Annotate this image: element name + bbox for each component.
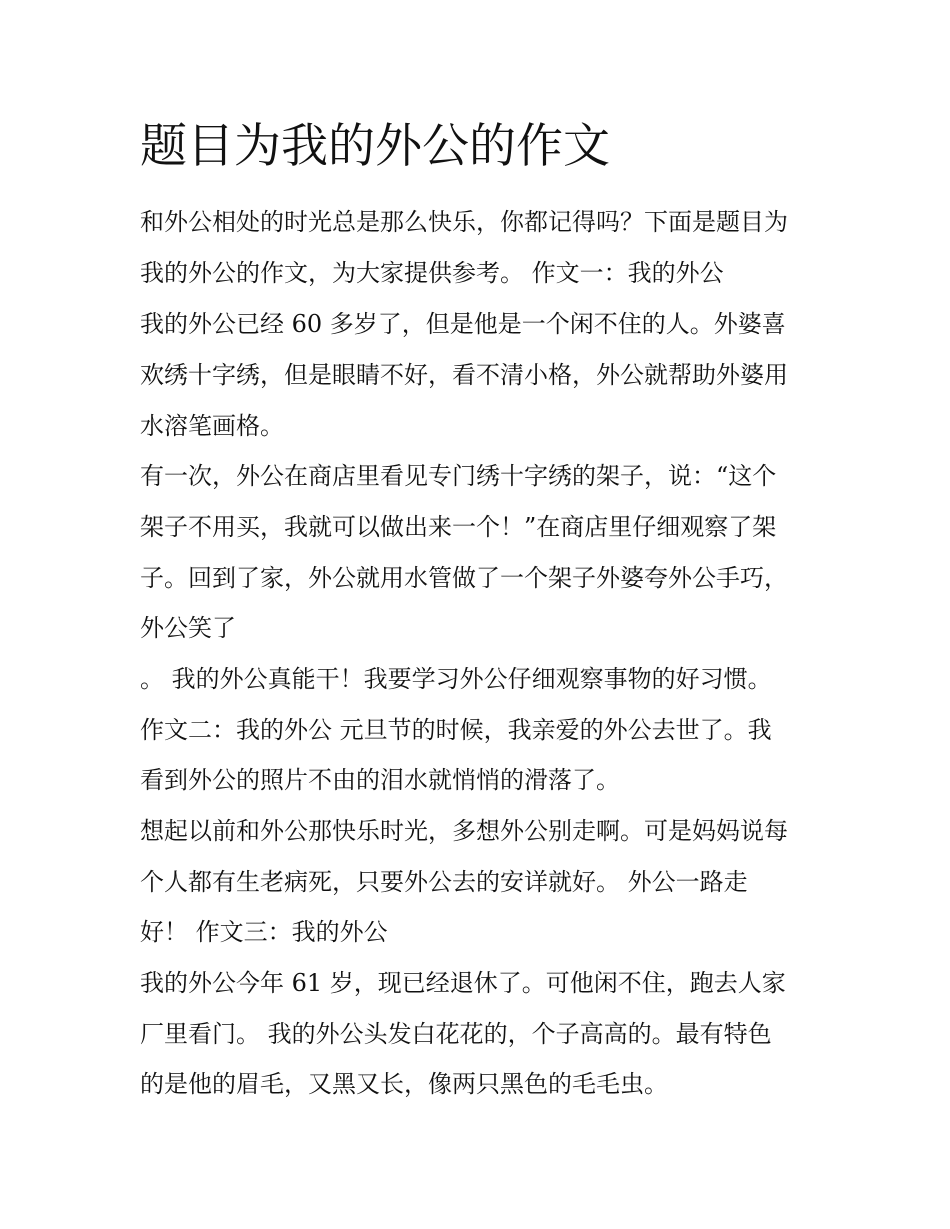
body-line: 作文二：我的外公 元旦节的时候，我亲爱的外公去世了。我 — [140, 716, 772, 744]
body-line: 个人都有生老病死，只要外公去的安详就好。 外公一路走 — [140, 868, 748, 896]
body-line: 外公笑了 — [140, 614, 236, 642]
body-line: 欢绣十字绣，但是眼睛不好，看不清小格，外公就帮助外婆用 — [140, 361, 788, 389]
body-line: 好！ 作文三：我的外公 — [140, 918, 388, 946]
body-line: 子。回到了家，外公就用水管做了一个架子外婆夸外公手巧， — [140, 564, 788, 592]
body-line: 。 我的外公真能干！我要学习外公仔细观察事物的好习惯。 — [140, 665, 772, 693]
body-line: 水溶笔画格。 — [140, 412, 284, 440]
body-line: 我的外公已经 60 多岁了，但是他是一个闲不住的人。外婆喜 — [140, 310, 786, 338]
body-line: 和外公相处的时光总是那么快乐，你都记得吗？下面是题目为 — [140, 208, 788, 236]
body-line: 厂里看门。 我的外公头发白花花的，个子高高的。最有特色 — [140, 1020, 772, 1048]
body-line: 有一次，外公在商店里看见专门绣十字绣的架子，说：“这个 — [140, 462, 777, 490]
body-line: 我的外公今年 61 岁，现已经退休了。可他闲不住，跑去人家 — [140, 969, 786, 997]
body-line: 架子不用买，我就可以做出来一个！”在商店里仔细观察了架 — [140, 513, 777, 541]
body-line: 的是他的眉毛，又黑又长，像两只黑色的毛毛虫。 — [140, 1070, 668, 1098]
document-title: 题目为我的外公的作文 — [140, 119, 610, 174]
body-line: 看到外公的照片不由的泪水就悄悄的滑落了。 — [140, 766, 620, 794]
body-line: 想起以前和外公那快乐时光，多想外公别走啊。可是妈妈说每 — [140, 817, 788, 845]
body-line: 我的外公的作文，为大家提供参考。 作文一：我的外公 — [140, 259, 724, 287]
